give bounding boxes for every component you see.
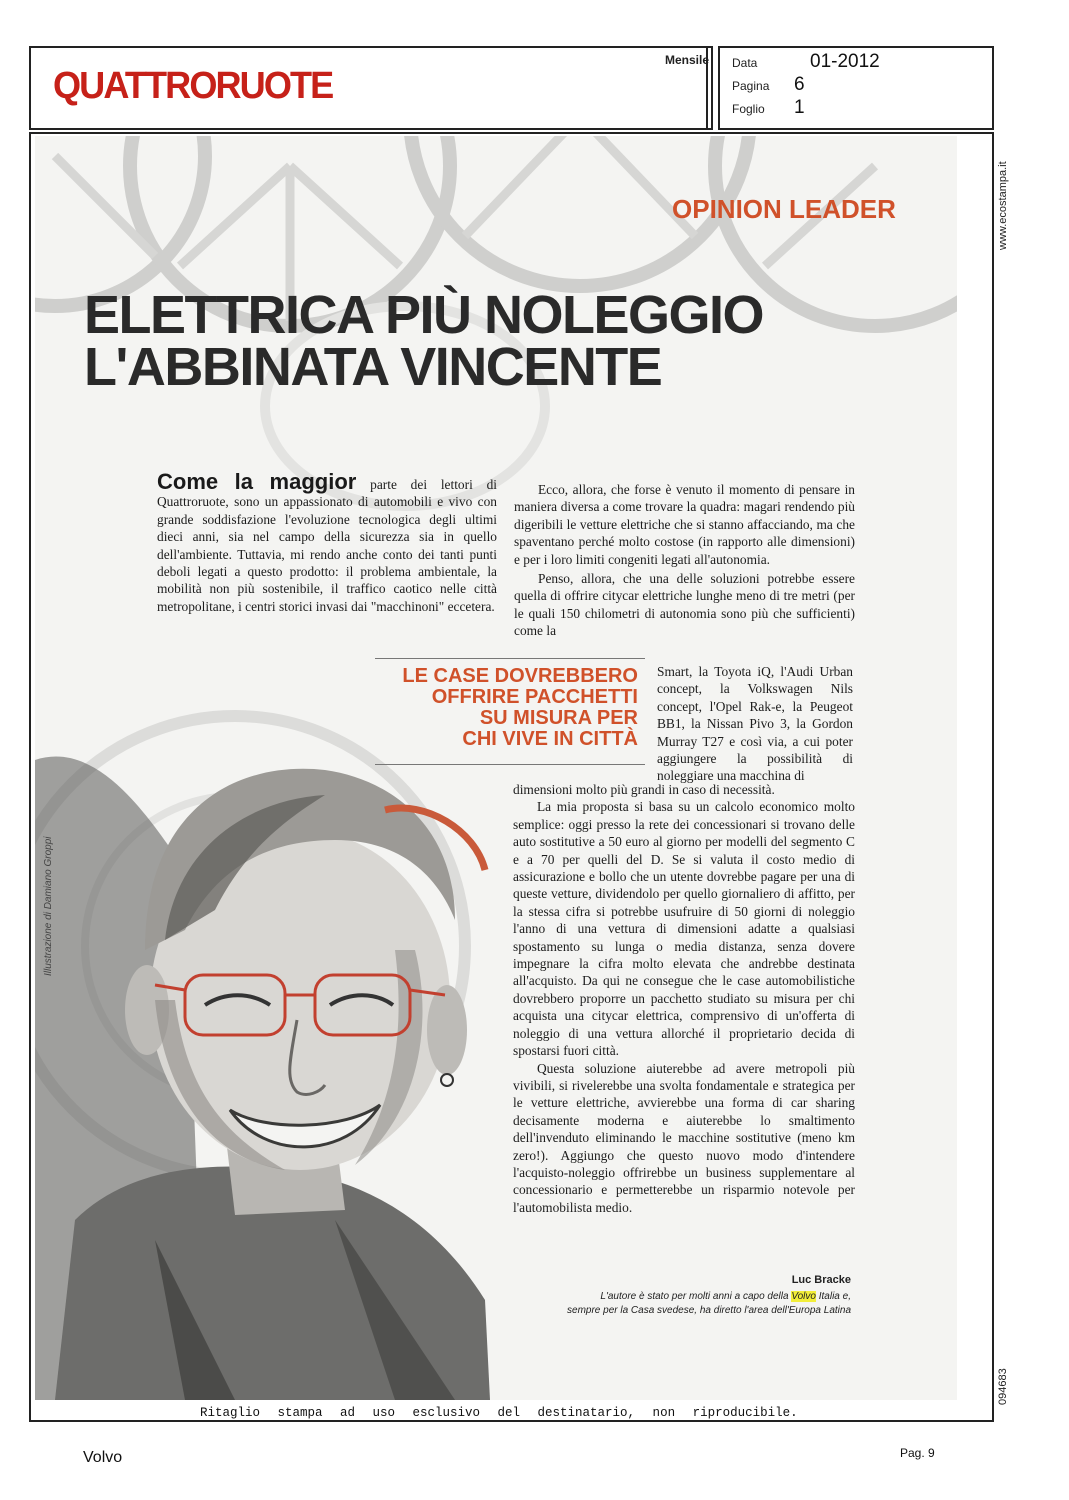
bio-text: Italia e, <box>818 1291 851 1302</box>
headline-line-1: ELETTRICA PIÙ NOLEGGIO <box>84 285 764 345</box>
body-paragraph: Penso, allora, che una delle soluzioni potrebbe essere quella di offrire citycar elettriche lunghe meno di tre metri (per le quali 150 chilometri di autonomia sono più che sufficienti) come la <box>514 571 855 639</box>
author-name: Luc Bracke <box>791 1274 851 1286</box>
article-column-2-lower <box>513 781 855 1216</box>
page-number: Pag. 9 <box>900 1446 935 1460</box>
author-portrait-illustration <box>35 700 505 1400</box>
copyright-notice: Ritaglio stampa ad uso esclusivo del destinatario, non riproducibile. <box>200 1406 798 1420</box>
bio-text: sempre per la Casa svedese, ha diretto l'area dell'Europa Latina <box>567 1305 851 1316</box>
bio-text: L'autore è stato per molti anni a capo della <box>600 1291 789 1302</box>
column-1-text: parte dei lettori di Quattroruote, sono un appassionato di automobili e vivo con grande soddisfazione l'evoluzione tecnologica degli ultimi dieci anni, sia nel campo della sicurezza sia in quello dell'ambiente. Tuttavia, mi rendo anche conto dei tanti punti deboli legati a questo prodotto: il problema ambientale, la mobilità non più sostenibile, il traffico caotico nelle città metropolitane, i centri storici invasi dai "macchinoni" eccetera. <box>157 477 497 614</box>
illustration-credit: Illustrazione di Damiano Groppi <box>43 836 54 976</box>
pull-quote-rule-top <box>375 658 645 659</box>
article-column-2-upper <box>514 481 855 640</box>
highlighted-brand: Volvo <box>791 1291 816 1302</box>
date-value: 01-2012 <box>810 51 880 72</box>
sheet-value: 1 <box>794 97 805 118</box>
article-clipping <box>35 136 957 1400</box>
pull-quote-line: OFFRIRE PACCHETTI <box>431 686 638 708</box>
article-column-1 <box>157 469 497 615</box>
client-name: Volvo <box>83 1449 123 1466</box>
pull-quote-line: LE CASE DOVREBBERO <box>402 665 638 687</box>
body-paragraph <box>157 469 497 615</box>
page-label: Pagina <box>732 79 770 93</box>
publication-logo: QUATTRORUOTE <box>53 65 333 107</box>
author-bio <box>513 1290 851 1318</box>
sheet-label: Foglio <box>732 102 765 116</box>
body-paragraph: La mia proposta si basa su un calcolo economico molto semplice: oggi presso la rete dei concessionari si trovano delle auto sostitutive a 50 euro al giorno per modelli del segmento C e a 70 per quelli del D. Se si valuta il costo medio di assicurazione e bollo che un utente dovrebbe pagare per una di queste vetture, dividendolo per quello giornaliero di affitto, per la stessa cifra si potrebbe usufruire di 50 giorni di noleggio l'anno di una vettura di dimensioni adatte a qualsiasi spostamento su lunga o media distanza, senza dovere impegnare la cifra molto elevata che andrebbe destinata all'acquisto. Da qui ne consegue che le case automobilistiche dovrebbero proporre un pacchetto studiato su misura per chi acquista una citycar elettrica, comprensivo di un'offerta di noleggio di una vettura allorché il proprietario decida di spostarsi fuori città. <box>513 799 855 1059</box>
archive-code: 094683 <box>997 1368 1009 1405</box>
pull-quote-line: SU MISURA PER <box>479 707 638 729</box>
page-value: 6 <box>794 74 805 95</box>
body-paragraph: dimensioni molto più grandi in caso di necessità. <box>513 782 775 797</box>
body-paragraph: Questa soluzione aiuterebbe ad avere metropoli più vivibili, si rivelerebbe una svolta fondamentale e strategica per le vetture elettriche, avvierebbe una forma di car sharing decisamente moderna e aiuterebbe lo smaltimento dell'invenduto eliminando le macchine sostitutive (meno km zero!). Aggiungo che questo nuovo modo d'intendere l'acquisto-noleggio offrirebbe un business supplementare al concessionario e permetterebbe un risparmio notevole per l'automobilista medio. <box>513 1060 855 1215</box>
header-masthead-box <box>29 46 713 130</box>
body-paragraph: Smart, la Toyota iQ, l'Audi Urban concept, la Volkswagen Nils concept, l'Opel Rak-e, la Peugeot BB1, la Nissan Pivo 3, la Gordon Murray T27 e così via, a cui poter aggiungere la possibilità di noleggiare una macchina di <box>657 664 853 784</box>
site-vertical-text: www.ecostampa.it <box>997 161 1009 250</box>
lead-words: Come la maggior <box>157 469 357 494</box>
article-column-2-narrow <box>657 663 853 785</box>
section-kicker: OPINION LEADER <box>672 194 896 224</box>
headline-line-2: L'ABBINATA VINCENTE <box>84 337 662 397</box>
date-label: Data <box>732 56 758 70</box>
header-info-box <box>718 46 994 130</box>
frequency-label: Mensile <box>665 53 710 67</box>
body-paragraph: Ecco, allora, che forse è venuto il momento di pensare in maniera diversa a come trovare la quadra: magari rendendo più digeribili le vetture elettriche che si stanno affacciando, ma che spaventano perché molto costose (in rapporto alle dimensioni) e per i loro limiti congeniti legati all'autonomia. <box>514 482 855 567</box>
pull-quote-line: CHI VIVE IN CITTÀ <box>462 728 638 750</box>
